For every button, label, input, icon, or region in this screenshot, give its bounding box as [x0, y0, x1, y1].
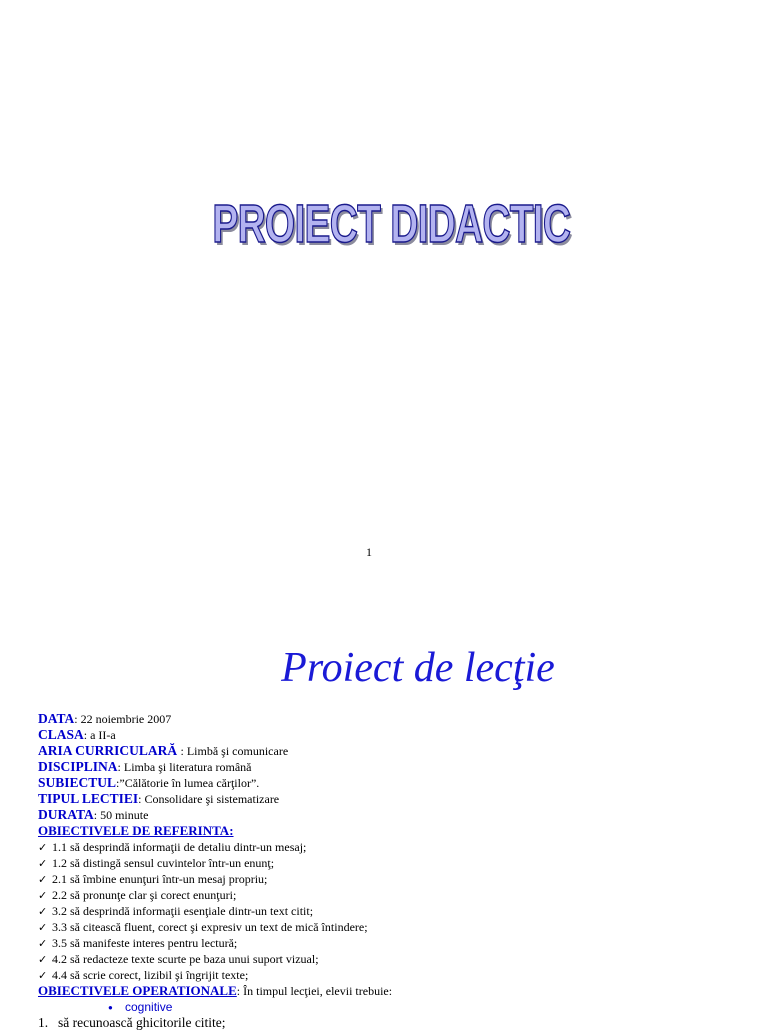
list-item — [38, 919, 758, 935]
checkmark-icon: ✓ — [38, 937, 48, 950]
list-item-text: să recunoască ghicitorile citite; — [58, 1015, 226, 1030]
list-item-text: 4.4 să scrie corect, lizibil şi îngrijit texte; — [52, 968, 249, 982]
info-value: : Limbă şi comunicare — [180, 744, 289, 758]
list-item — [38, 903, 758, 919]
info-value: : 50 minute — [93, 808, 149, 822]
info-value: : Limba şi literatura română — [117, 760, 252, 774]
list-item-text: 3.3 să citească fluent, corect şi expresiv un text de mică întindere; — [52, 920, 368, 934]
checkmark-icon: ✓ — [38, 905, 48, 918]
info-row-clasa — [38, 727, 758, 743]
list-item — [38, 887, 758, 903]
section-intro: : În timpul lecţiei, elevii trebuie: — [236, 984, 393, 998]
info-value: : Consolidare şi sistematizare — [138, 792, 280, 806]
info-value: : 22 noiembrie 2007 — [74, 712, 172, 726]
lesson-title: Proiect de lecţie — [281, 645, 555, 691]
op-objectives-heading — [38, 983, 758, 999]
list-item-text: 2.2 să pronunţe clar şi corect enunţuri; — [52, 888, 237, 902]
checkmark-icon: ✓ — [38, 921, 48, 934]
ref-objectives-heading — [38, 823, 758, 839]
list-item — [38, 999, 758, 1015]
page-number: 1 — [366, 545, 372, 559]
info-value: :”Călătorie în lumea cărţilor”. — [116, 776, 260, 790]
list-item-text: 1.2 să distingă sensul cuvintelor într-un enunţ; — [52, 856, 275, 870]
checkmark-icon: ✓ — [38, 889, 48, 902]
info-label: SUBIECTUL — [38, 775, 117, 790]
list-item-text: 4.2 să redacteze texte scurte pe baza unui suport vizual; — [52, 952, 319, 966]
list-item-text: 3.5 să manifeste interes pentru lectură; — [52, 936, 238, 950]
list-item-text: 2.1 să îmbine enunţuri într-un mesaj propriu; — [52, 872, 268, 886]
bullet-icon: ● — [108, 1002, 113, 1012]
list-item-text: 1.1 să desprindă informaţii de detaliu dintr-un mesaj; — [52, 840, 307, 854]
info-label: DURATA — [38, 807, 94, 822]
info-row-tipul — [38, 791, 758, 807]
lesson-info — [38, 711, 758, 1031]
list-item — [38, 935, 758, 951]
info-label: TIPUL LECTIEI — [38, 791, 139, 806]
list-item-number: 1. — [38, 1015, 49, 1030]
checkmark-icon: ✓ — [38, 873, 48, 886]
list-item-text: cognitive — [125, 1000, 173, 1014]
info-label: DATA — [38, 711, 75, 726]
section-heading: OBIECTIVELE DE REFERINTA: — [38, 823, 234, 838]
cover-title: PROIECT DIDACTIC — [212, 194, 571, 254]
checkmark-icon: ✓ — [38, 841, 48, 854]
list-item — [38, 855, 758, 871]
info-value: : a II-a — [83, 728, 116, 742]
list-item-text: 3.2 să desprindă informaţii esenţiale dintr-un text citit; — [52, 904, 314, 918]
section-heading: OBIECTIVELE OPERATIONALE — [38, 983, 237, 998]
checkmark-icon: ✓ — [38, 969, 48, 982]
info-label: ARIA CURRICULARĂ — [38, 743, 181, 758]
info-row-aria — [38, 743, 758, 759]
info-label: CLASA — [38, 727, 84, 742]
info-row-durata — [38, 807, 758, 823]
list-item — [38, 871, 758, 887]
info-label: DISCIPLINA — [38, 759, 118, 774]
list-item — [38, 951, 758, 967]
list-item — [38, 967, 758, 983]
list-item — [38, 1015, 758, 1031]
checkmark-icon: ✓ — [38, 953, 48, 966]
info-row-disciplina — [38, 759, 758, 775]
list-item — [38, 839, 758, 855]
checkmark-icon: ✓ — [38, 857, 48, 870]
info-row-data — [38, 711, 758, 727]
info-row-subiectul — [38, 775, 758, 791]
